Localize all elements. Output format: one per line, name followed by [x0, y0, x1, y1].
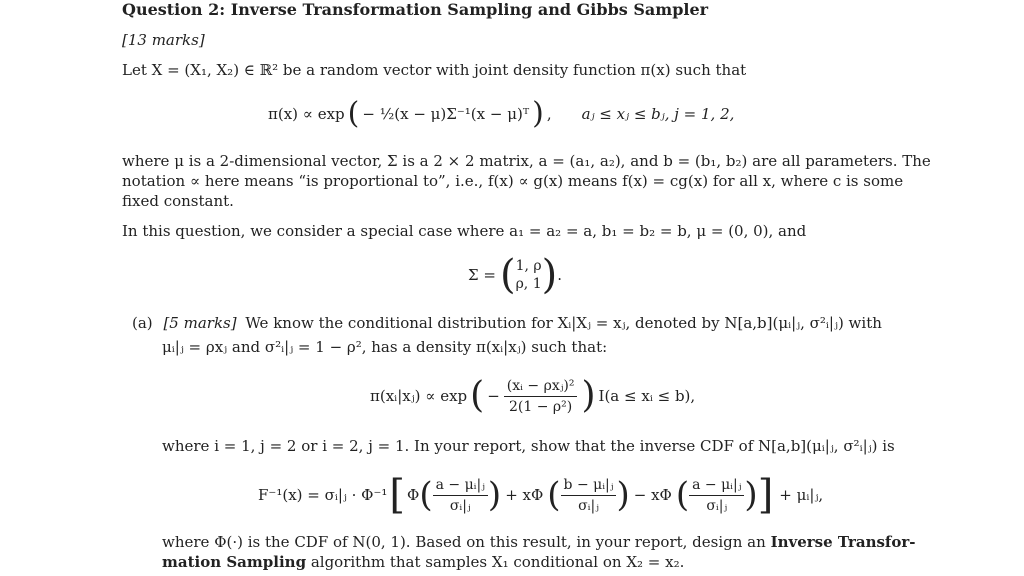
part-a-line2: μᵢ|ⱼ = ρxⱼ and σ²ᵢ|ⱼ = 1 − ρ², has a density π(xᵢ|xⱼ) such that: [162, 338, 608, 356]
sigma-lhs: Σ = [468, 266, 496, 284]
part-a-line1 [132, 313, 882, 333]
eq3-plus-term: + xΦ [505, 486, 544, 504]
eq1-condition: aⱼ ≤ xⱼ ≤ bⱼ, j = 1, 2, [581, 105, 735, 123]
part-a-line3: where i = 1, j = 2 or i = 2, j = 1. In your report, show that the inverse CDF of N[a,b](μᵢ|ⱼ, σ²ᵢ|ⱼ) is [162, 437, 895, 455]
sigma-matrix [516, 257, 542, 293]
eq3-f2-num: b − μᵢ|ⱼ [561, 475, 617, 496]
eq1-open-paren: ( [347, 96, 360, 131]
equation-conditional-density: π(xᵢ|xⱼ) ∝ exp ( − $\frac{\text{(xᵢ − ρxⱼ)²}}{\text{2(1 − ρ²)}}$ ) I(a ≤ xᵢ ≤ b), [370, 375, 696, 416]
part-a-line4 [162, 532, 916, 552]
eq3-fraction-2 [561, 475, 617, 516]
eq1-close-paren: ) [532, 96, 544, 131]
para1-line2: notation ∝ here means “is proportional to”, i.e., f(x) ∝ g(x) means f(x) = cg(x) for all x, where c is some [122, 172, 904, 190]
eq3-minus-term: − xΦ [633, 486, 672, 504]
eq2-tail: I(a ≤ xᵢ ≤ b), [598, 387, 696, 405]
part-a-marks: [5 marks] [163, 314, 237, 332]
eq3-f1-num: a − μᵢ|ⱼ [433, 475, 488, 496]
part-a-line4-bold: Inverse Transfor- [770, 533, 916, 551]
part-a-line5 [162, 552, 684, 572]
eq3-f1-den: σᵢ|ⱼ [449, 497, 471, 514]
part-a-line5-text: algorithm that samples X₁ conditional on X₂ = x₂. [310, 553, 685, 571]
eq2-lhs: π(xᵢ|xⱼ) ∝ exp [370, 387, 468, 405]
question-title: Question 2: Inverse Transformation Sampling and Gibbs Sampler [122, 0, 709, 19]
equation-joint-density: π(x) ∝ exp ( − ½(x − μ)Σ⁻¹(x − μ)ᵀ ) , aⱼ ≤ xⱼ ≤ bⱼ, j = 1, 2, [268, 96, 735, 131]
eq3-fraction-3 [689, 475, 744, 516]
eq1-lhs: π(x) ∝ exp [268, 105, 345, 123]
equation-inverse-cdf: F⁻¹(x) = σᵢ|ⱼ · Φ⁻¹ [ Φ ( $\frac{\text{a − μᵢ|ⱼ}}{\text{σᵢ|ⱼ}}$ ) + xΦ ( $\frac{\text{b − μᵢ|ⱼ}}{\text{σᵢ|ⱼ}}$ ) − xΦ ( $\frac{\text{a − μᵢ|ⱼ}}{\text{σᵢ|ⱼ}}$ ) ] + μᵢ|ⱼ, [258, 472, 824, 518]
eq2-fraction [504, 376, 578, 417]
eq3-lhs: F⁻¹(x) = σᵢ|ⱼ · Φ⁻¹ [258, 486, 388, 504]
eq3-f3-num: a − μᵢ|ⱼ [689, 475, 744, 496]
eq3-fraction-1 [433, 475, 488, 516]
marks-total: [13 marks] [122, 31, 205, 49]
sigma-row2: ρ, 1 [515, 276, 542, 292]
eq3-tail: + μᵢ|ⱼ, [779, 486, 824, 504]
para1-line3: fixed constant. [122, 192, 234, 210]
sigma-row1: 1, ρ [515, 258, 542, 274]
sigma-matrix-equation: Σ = ( 1, ρ ρ, 1 ) . [468, 252, 562, 298]
part-a-line5-bold: mation Sampling [162, 553, 307, 571]
para2-text: In this question, we consider a special case where a₁ = a₂ = a, b₁ = b₂ = b, μ = (0, 0), and [122, 222, 807, 240]
intro-text: Let X = (X₁, X₂) ∈ ℝ² be a random vector with joint density function π(x) such that [122, 61, 747, 79]
eq2-denominator: 2(1 − ρ²) [509, 398, 573, 415]
para1-line1: where μ is a 2-dimensional vector, Σ is a 2 × 2 matrix, a = (a₁, a₂), and b = (b₁, b₂) are all parameters. The [122, 152, 931, 170]
eq3-f3-den: σᵢ|ⱼ [706, 497, 728, 514]
eq1-inner: − ½(x − μ)Σ⁻¹(x − μ)ᵀ [362, 105, 530, 123]
eq3-f2-den: σᵢ|ⱼ [578, 497, 599, 514]
eq2-numerator: (xᵢ − ρxⱼ)² [504, 376, 578, 397]
part-a-label: (a) [132, 314, 153, 332]
part-a-line4-text: where Φ(·) is the CDF of N(0, 1). Based on this result, in your report, design an [162, 533, 766, 551]
part-a-intro: We know the conditional distribution for Xᵢ|Xⱼ = xⱼ, denoted by N[a,b](μᵢ|ⱼ, σ²ᵢ|ⱼ) with [245, 314, 882, 332]
